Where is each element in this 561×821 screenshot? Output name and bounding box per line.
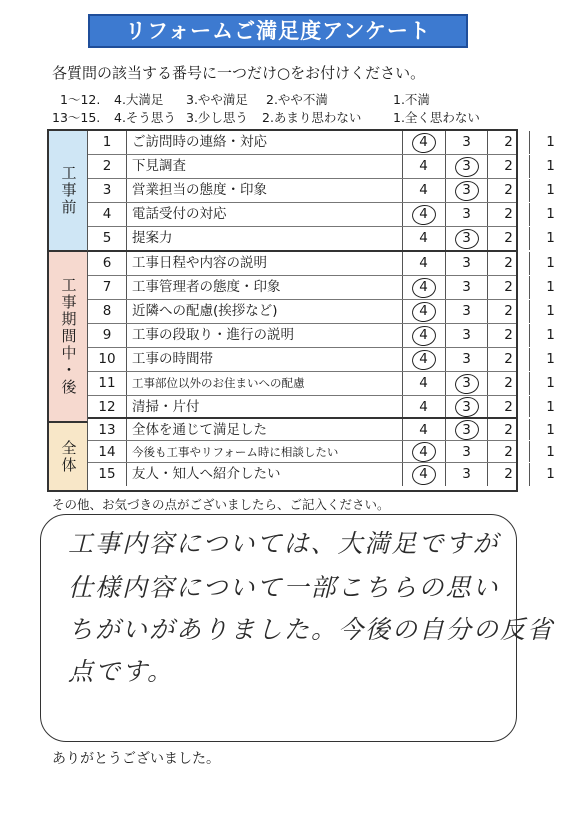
rating-option-4[interactable] — [402, 463, 444, 486]
question-text: 今後も工事やリフォーム時に相談したい — [132, 445, 339, 459]
section-label-during: 工事期間中・後 — [49, 252, 88, 423]
rating-value: 1 — [546, 466, 555, 482]
question-number: 4 — [88, 203, 127, 226]
rating-value: 1 — [546, 327, 555, 343]
rating-value: 4 — [419, 327, 428, 343]
rating-value: 2 — [504, 255, 513, 271]
scale-13-15-option-2: 2.あまり思わない — [262, 110, 362, 125]
selected-circle-mark — [410, 203, 437, 226]
rating-option-1[interactable] — [529, 131, 561, 154]
question-text: 電話受付の対応 — [132, 206, 227, 222]
rating-value: 1 — [546, 444, 555, 460]
instruction-text: 各質問の該当する番号に一つだけ○をお付けください。 — [52, 64, 426, 82]
rating-value: 3 — [462, 279, 471, 295]
rating-option-3[interactable] — [445, 252, 487, 275]
question-row — [88, 227, 555, 252]
question-text: 工事部位以外のお住まいへの配慮 — [132, 376, 305, 390]
rating-value: 2 — [504, 375, 513, 391]
rating-value: 2 — [504, 466, 513, 482]
comment-line: 工事内容については、大満足ですが — [68, 529, 500, 558]
rating-option-1[interactable] — [529, 155, 561, 178]
question-row — [88, 463, 555, 486]
rating-value: 2 — [504, 303, 513, 319]
question-number: 7 — [88, 276, 127, 299]
selected-circle-mark — [453, 155, 480, 178]
rating-value: 3 — [462, 444, 471, 460]
rating-value: 4 — [419, 422, 428, 438]
question-number: 2 — [88, 155, 127, 178]
rating-option-3[interactable] — [445, 441, 487, 462]
question-row — [88, 300, 555, 324]
rating-option-2[interactable] — [487, 463, 529, 486]
question-row — [88, 179, 555, 203]
rating-value: 4 — [419, 134, 428, 150]
selected-circle-mark — [410, 276, 437, 299]
rating-value: 2 — [504, 206, 513, 222]
question-number: 9 — [88, 324, 127, 347]
rating-option-2[interactable] — [487, 276, 529, 299]
rating-value: 2 — [504, 182, 513, 198]
question-row — [88, 252, 555, 276]
rating-value: 2 — [504, 279, 513, 295]
rating-value: 3 — [462, 182, 471, 198]
rating-value: 1 — [546, 303, 555, 319]
scale-1-12-option-3: 3.やや満足 — [186, 92, 248, 107]
scale-13-15-option-4: 4.そう思う — [114, 110, 176, 125]
rating-value: 3 — [462, 327, 471, 343]
question-text: 工事の段取り・進行の説明 — [132, 327, 294, 343]
rating-option-1[interactable] — [529, 441, 561, 462]
rating-value: 4 — [419, 351, 428, 367]
rating-option-3[interactable] — [445, 203, 487, 226]
section-label-overall: 全体 — [49, 423, 88, 490]
rating-value: 4 — [419, 158, 428, 174]
question-text: 営業担当の態度・印象 — [132, 182, 267, 198]
rating-value: 2 — [504, 134, 513, 150]
rating-option-4[interactable] — [402, 372, 444, 395]
survey-title: リフォームご満足度アンケート — [88, 14, 468, 48]
rating-option-1[interactable] — [529, 227, 561, 250]
rating-value: 2 — [504, 327, 513, 343]
rating-option-1[interactable] — [529, 300, 561, 323]
rating-option-2[interactable] — [487, 419, 529, 440]
rating-option-4[interactable] — [402, 276, 444, 299]
rating-value: 3 — [462, 466, 471, 482]
rating-value: 3 — [462, 375, 471, 391]
rating-option-2[interactable] — [487, 203, 529, 226]
scale-13-15-option-1: 1.全く思わない — [393, 110, 480, 125]
question-text: 近隣への配慮(挨拶など) — [132, 303, 278, 319]
question-number: 6 — [88, 252, 127, 275]
question-text: 清掃・片付 — [132, 399, 200, 415]
rating-value: 1 — [546, 255, 555, 271]
question-row — [88, 203, 555, 227]
question-number: 13 — [88, 419, 127, 440]
question-text: 提案力 — [132, 230, 173, 246]
question-row — [88, 441, 555, 463]
selected-circle-mark — [410, 463, 437, 486]
rating-option-2[interactable] — [487, 252, 529, 275]
question-number: 3 — [88, 179, 127, 202]
rating-option-3[interactable] — [445, 276, 487, 299]
rating-option-4[interactable] — [402, 300, 444, 323]
rating-option-4[interactable] — [402, 441, 444, 462]
rating-value: 3 — [462, 206, 471, 222]
rating-value: 4 — [419, 230, 428, 246]
survey-table — [47, 129, 555, 492]
rating-option-3[interactable] — [445, 179, 487, 202]
rating-value: 2 — [504, 444, 513, 460]
rating-value: 1 — [546, 279, 555, 295]
rating-option-2[interactable] — [487, 155, 529, 178]
question-number: 8 — [88, 300, 127, 323]
rating-option-4[interactable] — [402, 419, 444, 440]
rating-value: 1 — [546, 422, 555, 438]
rating-option-1[interactable] — [529, 396, 561, 417]
selected-circle-mark — [410, 131, 437, 154]
rating-value: 1 — [546, 375, 555, 391]
selected-circle-mark — [453, 227, 480, 250]
rating-option-1[interactable] — [529, 348, 561, 371]
rating-option-2[interactable] — [487, 396, 529, 417]
rating-option-4[interactable] — [402, 155, 444, 178]
question-number: 12 — [88, 396, 127, 417]
rating-option-1[interactable] — [529, 372, 561, 395]
selected-circle-mark — [453, 179, 480, 202]
rating-option-1[interactable] — [529, 324, 561, 347]
rating-value: 1 — [546, 351, 555, 367]
rating-option-3[interactable] — [445, 463, 487, 486]
question-number: 11 — [88, 372, 127, 395]
question-row — [88, 131, 555, 155]
rating-value: 1 — [546, 182, 555, 198]
question-text: 工事の時間帯 — [132, 351, 213, 367]
rating-value: 4 — [419, 182, 428, 198]
question-number: 5 — [88, 227, 127, 250]
comment-line: 仕様内容について一部こちらの思い — [68, 573, 500, 602]
selected-circle-mark — [410, 300, 437, 323]
rating-option-3[interactable] — [445, 372, 487, 395]
rating-value: 3 — [462, 255, 471, 271]
question-text: 下見調査 — [132, 158, 186, 174]
scale-range-13-15: 13～15. — [52, 110, 101, 125]
question-row — [88, 372, 555, 396]
rating-value: 2 — [504, 351, 513, 367]
comment-line: ちがいがありました。今後の自分の反省 — [68, 615, 555, 644]
rating-option-2[interactable] — [487, 372, 529, 395]
selected-circle-mark — [410, 348, 437, 371]
rating-value: 3 — [462, 399, 471, 415]
rating-option-1[interactable] — [529, 463, 561, 486]
section-label-before: 工事前 — [49, 131, 88, 252]
selected-circle-mark — [453, 372, 480, 395]
rating-value: 1 — [546, 158, 555, 174]
rating-option-4[interactable] — [402, 252, 444, 275]
rating-option-3[interactable] — [445, 155, 487, 178]
comment-line: 点です。 — [68, 657, 175, 686]
rating-value: 1 — [546, 206, 555, 222]
question-text: 全体を通じて満足した — [132, 422, 267, 438]
rating-option-2[interactable] — [487, 227, 529, 250]
rating-option-3[interactable] — [445, 324, 487, 347]
rating-value: 1 — [546, 399, 555, 415]
rating-value: 4 — [419, 255, 428, 271]
question-row — [88, 396, 555, 419]
selected-circle-mark — [410, 324, 437, 347]
rating-option-3[interactable] — [445, 131, 487, 154]
rating-option-3[interactable] — [445, 419, 487, 440]
selected-circle-mark — [453, 395, 480, 418]
rating-option-2[interactable] — [487, 300, 529, 323]
rating-option-4[interactable] — [402, 396, 444, 417]
rating-option-2[interactable] — [487, 131, 529, 154]
thanks-text: ありがとうございました。 — [52, 751, 220, 767]
rating-value: 3 — [462, 303, 471, 319]
rating-option-3[interactable] — [445, 227, 487, 250]
rating-option-2[interactable] — [487, 179, 529, 202]
rating-option-1[interactable] — [529, 203, 561, 226]
question-text: 工事管理者の態度・印象 — [132, 279, 281, 295]
selected-circle-mark — [410, 440, 437, 463]
rating-value: 4 — [419, 375, 428, 391]
rating-value: 4 — [419, 303, 428, 319]
rating-option-1[interactable] — [529, 179, 561, 202]
rating-option-4[interactable] — [402, 227, 444, 250]
rating-option-2[interactable] — [487, 441, 529, 462]
question-text: ご訪問時の連絡・対応 — [132, 134, 267, 150]
rating-value: 4 — [419, 279, 428, 295]
rating-value: 2 — [504, 158, 513, 174]
question-text: 工事日程や内容の説明 — [132, 255, 267, 271]
rating-option-3[interactable] — [445, 300, 487, 323]
rating-value: 3 — [462, 158, 471, 174]
rating-option-2[interactable] — [487, 324, 529, 347]
selected-circle-mark — [453, 418, 480, 441]
scale-1-12-option-2: 2.やや不満 — [266, 92, 328, 107]
question-number: 15 — [88, 463, 127, 486]
scale-1-12-option-4: 4.大満足 — [114, 92, 164, 107]
rating-option-4[interactable] — [402, 348, 444, 371]
question-row — [88, 155, 555, 179]
question-number: 1 — [88, 131, 127, 154]
rating-value: 1 — [546, 230, 555, 246]
rating-value: 1 — [546, 134, 555, 150]
rating-option-1[interactable] — [529, 419, 561, 440]
rating-value: 3 — [462, 422, 471, 438]
question-number: 14 — [88, 441, 127, 462]
question-row — [88, 324, 555, 348]
scale-range-1-12: 1～12. — [60, 92, 101, 107]
rating-value: 3 — [462, 230, 471, 246]
rating-value: 2 — [504, 422, 513, 438]
rating-option-4[interactable] — [402, 203, 444, 226]
rating-value: 4 — [419, 206, 428, 222]
question-row — [88, 419, 555, 441]
question-row — [88, 348, 555, 372]
rating-value: 3 — [462, 134, 471, 150]
rating-option-4[interactable] — [402, 324, 444, 347]
question-number: 10 — [88, 348, 127, 371]
comment-prompt: その他、お気づきの点がございましたら、ご記入ください。 — [52, 497, 390, 512]
question-row — [88, 276, 555, 300]
rating-value: 3 — [462, 351, 471, 367]
rating-value: 2 — [504, 399, 513, 415]
rating-option-1[interactable] — [529, 252, 561, 275]
rating-value: 4 — [419, 399, 428, 415]
scale-1-12-option-1: 1.不満 — [393, 92, 430, 107]
rating-option-2[interactable] — [487, 348, 529, 371]
rating-option-4[interactable] — [402, 131, 444, 154]
rating-option-1[interactable] — [529, 276, 561, 299]
scale-13-15-option-3: 3.少し思う — [186, 110, 248, 125]
rating-value: 4 — [419, 466, 428, 482]
rating-option-3[interactable] — [445, 396, 487, 417]
rating-option-4[interactable] — [402, 179, 444, 202]
rating-value: 4 — [419, 444, 428, 460]
rating-option-3[interactable] — [445, 348, 487, 371]
rating-value: 2 — [504, 230, 513, 246]
question-text: 友人・知人へ紹介したい — [132, 466, 281, 482]
